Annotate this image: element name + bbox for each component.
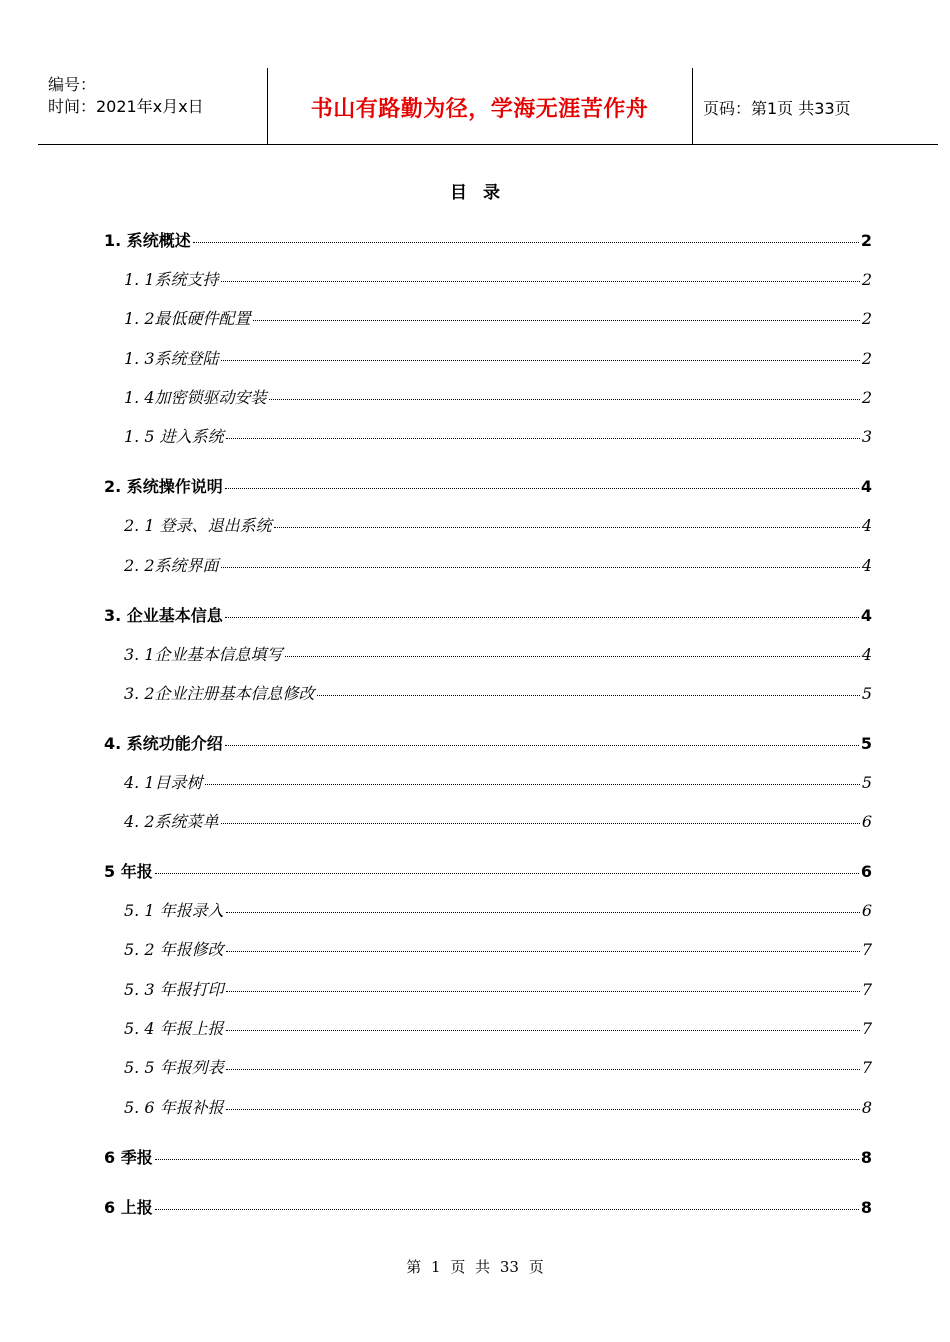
- toc-page-number: 4: [861, 644, 872, 664]
- toc-page-number: 4: [861, 555, 872, 575]
- toc-subsection-entry[interactable]: [124, 809, 872, 832]
- toc-entry-title: 1. 1系统支持: [124, 270, 219, 289]
- toc-subsection-entry[interactable]: [124, 385, 872, 408]
- toc-section-entry[interactable]: [104, 1145, 872, 1168]
- toc-subsection-entry[interactable]: [124, 770, 872, 793]
- toc-dot-leader: [226, 912, 860, 913]
- toc-page-number: 5: [861, 772, 872, 792]
- toc-entry-title: 1. 4加密锁驱动安装: [124, 387, 267, 407]
- toc-dot-leader: [155, 873, 859, 874]
- toc-page-number: 4: [860, 477, 872, 497]
- header-middle-cell: [267, 68, 693, 144]
- toc-entry-title: 2. 1 登录、退出系统: [124, 516, 272, 536]
- toc-entry-title: 1. 5 进入系统: [124, 427, 224, 447]
- toc-page-number: 8: [860, 1147, 872, 1167]
- toc-page-number: 7: [861, 1019, 872, 1038]
- toc-dot-leader: [226, 951, 860, 952]
- toc-page-number: 5: [860, 733, 872, 753]
- toc-entry-title: 5. 3 年报打印: [124, 979, 224, 999]
- toc-dot-leader: [285, 656, 860, 657]
- toc-dot-leader: [221, 281, 860, 282]
- toc-subsection-entry[interactable]: [124, 681, 872, 704]
- toc-entry-title: 1. 系统概述: [104, 231, 191, 250]
- toc-page-number: 2: [861, 348, 872, 368]
- toc-page-number: 8: [860, 1197, 872, 1217]
- header-right-cell: [693, 68, 938, 144]
- toc-dot-leader: [269, 399, 860, 400]
- toc-section-entry[interactable]: [104, 603, 872, 626]
- page-header: [38, 68, 938, 145]
- toc-entry-title: 2. 系统操作说明: [104, 477, 223, 497]
- toc-page-number: 2: [860, 231, 872, 250]
- toc-dot-leader: [155, 1159, 859, 1160]
- toc-entry-title: 4. 系统功能介绍: [104, 733, 223, 753]
- toc-section-entry[interactable]: [104, 1195, 872, 1218]
- toc-dot-leader: [193, 242, 859, 243]
- toc-dot-leader: [226, 438, 860, 439]
- toc-page-number: 2: [861, 270, 872, 289]
- toc-dot-leader: [155, 1209, 859, 1210]
- toc-dot-leader: [221, 567, 860, 568]
- toc-entry-title: 4. 1目录树: [124, 772, 203, 792]
- toc-entry-title: 5 年报: [104, 862, 153, 882]
- motto-text: 书山有路勤为径，学海无涯苦作舟: [310, 97, 649, 122]
- toc-page-number: 7: [861, 1058, 872, 1078]
- toc-subsection-entry[interactable]: [124, 642, 872, 665]
- toc-page-number: 7: [861, 940, 872, 960]
- toc-dot-leader: [225, 745, 859, 746]
- toc-entry-title: 5. 5 年报列表: [124, 1058, 224, 1078]
- toc-dot-leader: [226, 1030, 860, 1031]
- toc-title: 目 录: [450, 183, 500, 203]
- toc-entry-title: 1. 2最低硬件配置: [124, 309, 251, 329]
- number-label: 编号：: [48, 75, 97, 94]
- toc-entry-title: 3. 1企业基本信息填写: [124, 644, 283, 664]
- toc-entry-title: 3. 企业基本信息: [104, 605, 223, 625]
- toc-dot-leader: [317, 695, 860, 696]
- toc-dot-leader: [226, 1069, 860, 1070]
- toc-subsection-entry[interactable]: [124, 267, 872, 290]
- toc-subsection-entry[interactable]: [124, 1016, 872, 1039]
- toc-entry-title: 6 季报: [104, 1147, 153, 1167]
- toc-entry-title: 1. 3系统登陆: [124, 348, 219, 368]
- toc-subsection-entry[interactable]: [124, 937, 872, 960]
- toc-dot-leader: [221, 360, 860, 361]
- toc-section-entry[interactable]: [104, 228, 872, 251]
- toc-subsection-entry[interactable]: [124, 977, 872, 1000]
- toc-page-number: 2: [861, 387, 872, 407]
- toc-subsection-entry[interactable]: [124, 306, 872, 329]
- toc-section-entry[interactable]: [104, 731, 872, 754]
- toc-entry-title: 5. 1 年报录入: [124, 901, 224, 921]
- toc-page-number: 6: [861, 901, 872, 921]
- toc-entry-title: 6 上报: [104, 1197, 153, 1217]
- toc-entry-title: 3. 2企业注册基本信息修改: [124, 683, 315, 703]
- toc-dot-leader: [274, 527, 860, 528]
- toc-page-number: 4: [860, 605, 872, 625]
- header-left-cell: [38, 68, 268, 144]
- toc-page-number: 5: [861, 683, 872, 703]
- toc-subsection-entry[interactable]: [124, 346, 872, 369]
- date-label: 时间：2021年x月x日: [48, 97, 204, 116]
- toc-entry-title: 5. 4 年报上报: [124, 1019, 224, 1038]
- toc-section-entry[interactable]: [104, 474, 872, 497]
- toc-page-number: 3: [861, 427, 872, 447]
- toc-subsection-entry[interactable]: [124, 1095, 872, 1118]
- toc-dot-leader: [226, 991, 860, 992]
- toc-subsection-entry[interactable]: [124, 553, 872, 576]
- toc-dot-leader: [225, 488, 859, 489]
- toc-page-number: 4: [861, 516, 872, 536]
- page-footer: 第 1 页 共 33 页: [406, 1258, 544, 1276]
- toc-subsection-entry[interactable]: [124, 513, 872, 536]
- toc-page-number: 7: [861, 979, 872, 999]
- toc-entry-title: 2. 2系统界面: [124, 555, 219, 575]
- toc-dot-leader: [221, 823, 860, 824]
- toc-entry-title: 4. 2系统菜单: [124, 812, 219, 832]
- toc-dot-leader: [226, 1109, 860, 1110]
- toc-page-number: 6: [861, 812, 872, 832]
- page-code: 页码：第1页 共33页: [703, 99, 851, 118]
- toc-subsection-entry[interactable]: [124, 898, 872, 921]
- toc-dot-leader: [205, 784, 860, 785]
- toc-page-number: 6: [860, 862, 872, 882]
- toc-entry-title: 5. 6 年报补报: [124, 1097, 224, 1117]
- toc-page-number: 2: [861, 309, 872, 329]
- toc-section-entry[interactable]: [104, 859, 872, 882]
- toc-subsection-entry[interactable]: [124, 1055, 872, 1078]
- toc-subsection-entry[interactable]: [124, 424, 872, 447]
- toc-dot-leader: [225, 617, 859, 618]
- toc-dot-leader: [253, 320, 860, 321]
- toc-page-number: 8: [861, 1097, 872, 1117]
- toc-entry-title: 5. 2 年报修改: [124, 940, 224, 960]
